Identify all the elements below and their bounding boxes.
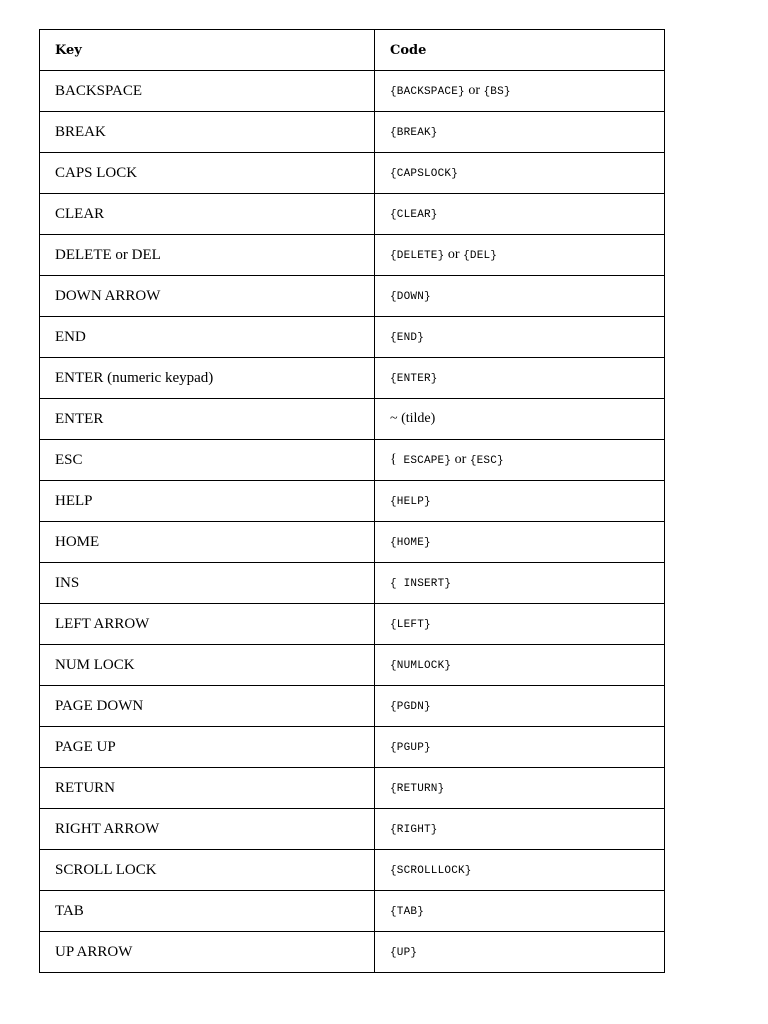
code-cell bbox=[375, 399, 665, 440]
table-row bbox=[40, 194, 665, 235]
code-cell bbox=[375, 358, 665, 399]
table-row bbox=[40, 440, 665, 481]
key-cell: INS bbox=[40, 563, 375, 604]
table-header bbox=[40, 30, 665, 71]
key-cell: PAGE UP bbox=[40, 727, 375, 768]
table-row bbox=[40, 645, 665, 686]
table-row bbox=[40, 112, 665, 153]
key-cell: BREAK bbox=[40, 112, 375, 153]
key-cell: CLEAR bbox=[40, 194, 375, 235]
key-cell: DOWN ARROW bbox=[40, 276, 375, 317]
key-cell: TAB bbox=[40, 891, 375, 932]
key-cell: UP ARROW bbox=[40, 932, 375, 973]
table-row bbox=[40, 235, 665, 276]
code-literal: {CLEAR} bbox=[390, 209, 438, 221]
code-cell bbox=[375, 317, 665, 358]
table-row bbox=[40, 727, 665, 768]
table-row bbox=[40, 481, 665, 522]
key-cell: ESC bbox=[40, 440, 375, 481]
code-literal: {LEFT} bbox=[390, 619, 431, 631]
header-row bbox=[40, 30, 665, 71]
code-literal: {PGDN} bbox=[390, 701, 431, 713]
code-literal: {DEL} bbox=[463, 250, 498, 262]
table-row bbox=[40, 932, 665, 973]
code-literal: {HELP} bbox=[390, 496, 431, 508]
table-body bbox=[40, 71, 665, 973]
header-code: Code bbox=[375, 30, 665, 71]
key-cell: RIGHT ARROW bbox=[40, 809, 375, 850]
key-cell: RETURN bbox=[40, 768, 375, 809]
key-cell: CAPS LOCK bbox=[40, 153, 375, 194]
code-literal: {CAPSLOCK} bbox=[390, 168, 459, 180]
code-cell bbox=[375, 153, 665, 194]
key-cell: BACKSPACE bbox=[40, 71, 375, 112]
code-cell bbox=[375, 235, 665, 276]
code-text: ~ (tilde) bbox=[390, 411, 436, 426]
table-row bbox=[40, 153, 665, 194]
code-literal: {PGUP} bbox=[390, 742, 431, 754]
table-row bbox=[40, 522, 665, 563]
code-cell bbox=[375, 891, 665, 932]
code-literal: {NUMLOCK} bbox=[390, 660, 452, 672]
key-cell: HELP bbox=[40, 481, 375, 522]
key-cell: HOME bbox=[40, 522, 375, 563]
code-literal: {ENTER} bbox=[390, 373, 438, 385]
key-cell: END bbox=[40, 317, 375, 358]
code-cell bbox=[375, 604, 665, 645]
code-literal: {DOWN} bbox=[390, 291, 431, 303]
table-row bbox=[40, 358, 665, 399]
code-cell bbox=[375, 194, 665, 235]
table-row bbox=[40, 317, 665, 358]
key-cell: PAGE DOWN bbox=[40, 686, 375, 727]
code-literal: {SCROLLLOCK} bbox=[390, 865, 472, 877]
table-row bbox=[40, 768, 665, 809]
code-cell bbox=[375, 276, 665, 317]
table-row bbox=[40, 604, 665, 645]
code-literal: {DELETE} bbox=[390, 250, 445, 262]
code-text: or bbox=[464, 83, 484, 98]
code-literal: {UP} bbox=[390, 947, 418, 959]
code-cell bbox=[375, 440, 665, 481]
code-cell bbox=[375, 809, 665, 850]
code-cell bbox=[375, 522, 665, 563]
key-cell: SCROLL LOCK bbox=[40, 850, 375, 891]
key-code-table bbox=[39, 29, 665, 973]
code-literal: {END} bbox=[390, 332, 425, 344]
code-literal: {HOME} bbox=[390, 537, 431, 549]
code-cell bbox=[375, 112, 665, 153]
code-cell bbox=[375, 932, 665, 973]
table-row bbox=[40, 850, 665, 891]
code-literal: {BS} bbox=[483, 86, 511, 98]
table-row bbox=[40, 809, 665, 850]
code-literal: {RETURN} bbox=[390, 783, 445, 795]
code-text: { bbox=[390, 452, 397, 467]
key-cell: ENTER (numeric keypad) bbox=[40, 358, 375, 399]
header-key: Key bbox=[40, 30, 375, 71]
code-literal: {RIGHT} bbox=[390, 824, 438, 836]
key-cell: LEFT ARROW bbox=[40, 604, 375, 645]
code-literal: ESCAPE} bbox=[396, 455, 452, 467]
code-cell bbox=[375, 686, 665, 727]
key-cell: DELETE or DEL bbox=[40, 235, 375, 276]
code-cell bbox=[375, 481, 665, 522]
key-cell: ENTER bbox=[40, 399, 375, 440]
code-cell bbox=[375, 850, 665, 891]
code-text: or bbox=[451, 452, 470, 467]
table-row bbox=[40, 563, 665, 604]
code-cell bbox=[375, 645, 665, 686]
code-literal: {BREAK} bbox=[390, 127, 438, 139]
code-text: or bbox=[444, 247, 464, 262]
code-cell bbox=[375, 727, 665, 768]
code-literal: {TAB} bbox=[390, 906, 425, 918]
key-cell: NUM LOCK bbox=[40, 645, 375, 686]
code-literal: {ESC} bbox=[469, 455, 504, 467]
table-row bbox=[40, 686, 665, 727]
code-cell bbox=[375, 71, 665, 112]
table-row bbox=[40, 71, 665, 112]
code-literal: {BACKSPACE} bbox=[390, 86, 465, 98]
code-cell bbox=[375, 563, 665, 604]
table-row bbox=[40, 276, 665, 317]
code-cell bbox=[375, 768, 665, 809]
table-row bbox=[40, 399, 665, 440]
code-literal: { INSERT} bbox=[390, 578, 452, 590]
table-row bbox=[40, 891, 665, 932]
